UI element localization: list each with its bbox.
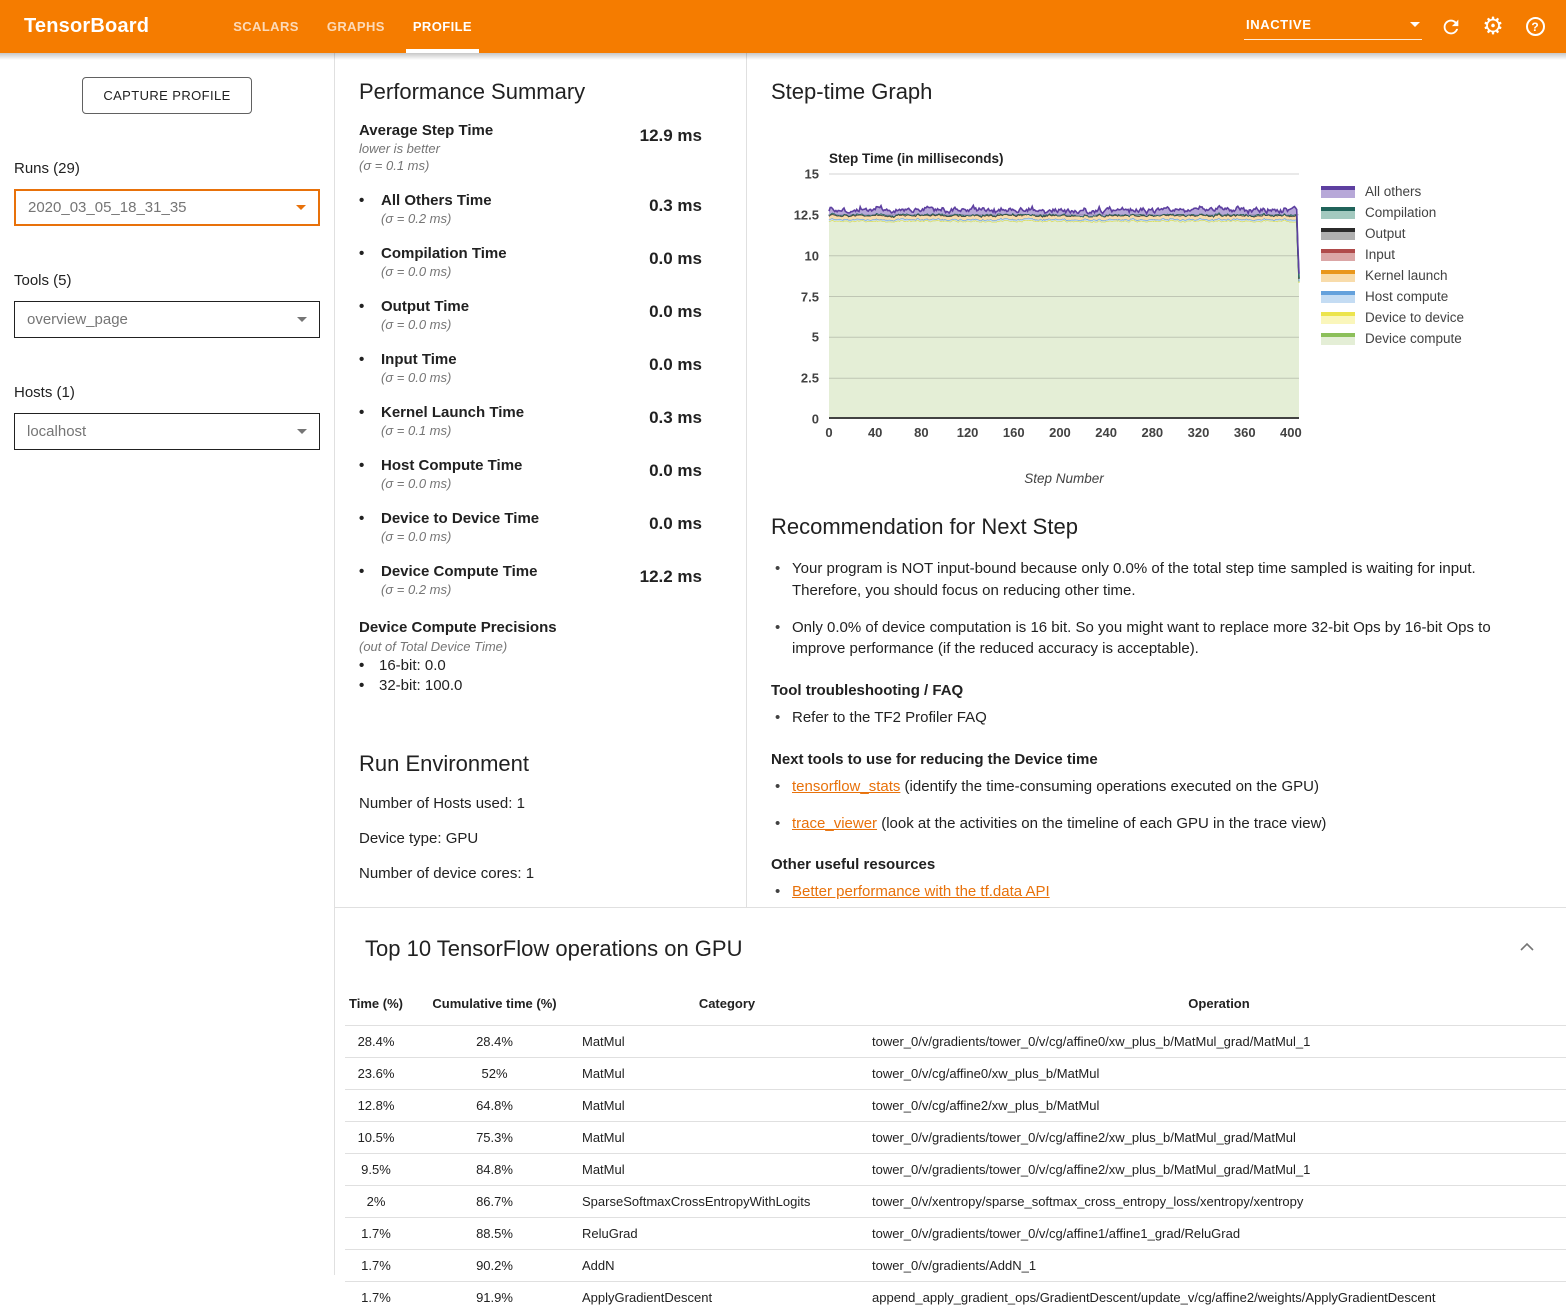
legend-item [1321, 328, 1464, 349]
bullet: • [359, 509, 369, 528]
metric-sigma: (σ = 0.1 ms) [381, 422, 614, 439]
table-cell: MatMul [582, 1154, 872, 1186]
table-cell: MatMul [582, 1058, 872, 1090]
metric-row [359, 350, 746, 386]
next-tool-item: • trace_viewer (look at the activities on the timeline of each GPU in the trace view) [771, 813, 1540, 835]
legend-label: Compilation [1365, 205, 1436, 220]
precisions-note: (out of Total Device Time) [359, 638, 746, 656]
table-cell: 88.5% [407, 1218, 582, 1250]
metric-value: 0.3 ms [614, 403, 746, 439]
run-environment-line: Device type: GPU [359, 830, 746, 847]
faq-list [771, 707, 1540, 729]
resource-link[interactable]: Better performance with the tf.data API [792, 883, 1050, 900]
main-layout [0, 53, 1566, 1275]
table-cell: 9.5% [345, 1154, 407, 1186]
collapse-chevron-icon[interactable] [1520, 938, 1534, 956]
metric-sigma: (σ = 0.0 ms) [381, 316, 614, 333]
x-tick-label: 80 [914, 425, 928, 440]
table-cell: ReluGrad [582, 1218, 872, 1250]
table-cell: 28.4% [345, 1026, 407, 1058]
table-cell: tower_0/v/gradients/AddN_1 [872, 1250, 1566, 1282]
legend-label: Host compute [1365, 289, 1448, 304]
legend-swatch [1321, 312, 1355, 324]
precision-item: • 16-bit: 0.0 [359, 656, 746, 676]
precision-item: • 32-bit: 100.0 [359, 676, 746, 696]
metric-row [359, 456, 746, 492]
tensorboard-logo: TensorBoard [24, 15, 149, 38]
table-cell: 1.7% [345, 1218, 407, 1250]
metric-row [359, 297, 746, 333]
metric-sigma: (σ = 0.2 ms) [381, 581, 614, 598]
select-value: localhost [27, 423, 86, 440]
table-cell: 2% [345, 1186, 407, 1218]
legend-item [1321, 244, 1464, 265]
x-axis-labels [829, 425, 1299, 445]
metric-sigma: (σ = 0.1 ms) [359, 157, 614, 174]
legend-swatch [1321, 333, 1355, 345]
table-cell: 52% [407, 1058, 582, 1090]
control-group [14, 160, 320, 226]
control-group [14, 384, 320, 450]
table-column-header: Operation [872, 988, 1566, 1026]
run-environment-title: Run Environment [359, 751, 746, 777]
legend-item [1321, 202, 1464, 223]
table-cell: tower_0/v/gradients/tower_0/v/cg/affine0/xw_plus_b/MatMul_grad/MatMul_1 [872, 1026, 1566, 1058]
top-ops-section [335, 908, 1566, 1313]
table-row[interactable] [345, 1154, 1566, 1186]
table-cell: tower_0/v/xentropy/sparse_softmax_cross_entropy_loss/xentropy/xentropy [872, 1186, 1566, 1218]
metric-row [359, 403, 746, 439]
device-compute-precisions [359, 618, 746, 696]
metric-value: 12.9 ms [614, 121, 746, 174]
table-cell: 1.7% [345, 1250, 407, 1282]
performance-summary-title: Performance Summary [359, 79, 746, 105]
metric-sigma: (σ = 0.0 ms) [381, 369, 614, 386]
refresh-icon[interactable] [1438, 14, 1464, 40]
performance-summary-section [335, 53, 746, 719]
table-cell: tower_0/v/gradients/tower_0/v/cg/affine2/xw_plus_b/MatMul_grad/MatMul_1 [872, 1154, 1566, 1186]
chevron-down-icon [297, 429, 307, 434]
metric-sigma: (σ = 0.0 ms) [381, 528, 614, 545]
chart-legend [1321, 151, 1464, 486]
nav-tabs [219, 0, 486, 53]
metric-value: 12.2 ms [614, 562, 746, 598]
x-axis-title: Step Number [829, 471, 1299, 486]
legend-swatch [1321, 270, 1355, 282]
metric-value: 0.0 ms [614, 456, 746, 492]
metric-value: 0.0 ms [614, 244, 746, 280]
resource-item [771, 881, 1540, 903]
chevron-down-icon [297, 317, 307, 322]
table-cell: tower_0/v/cg/affine2/xw_plus_b/MatMul [872, 1090, 1566, 1122]
metric-name: • Device Compute Time [359, 562, 614, 581]
resources-subhead: Other useful resources [771, 856, 1540, 873]
nav-tab-graphs[interactable]: GRAPHS [313, 0, 399, 53]
legend-swatch [1321, 249, 1355, 261]
select-hosts[interactable] [14, 413, 320, 450]
x-tick-label: 320 [1188, 425, 1210, 440]
table-row[interactable] [345, 1026, 1566, 1058]
legend-swatch [1321, 228, 1355, 240]
bullet: • [359, 403, 369, 422]
y-tick-label: 2.5 [801, 371, 819, 386]
y-tick-label: 12.5 [794, 207, 819, 222]
sidebar [0, 53, 335, 1275]
bullet: • [359, 191, 369, 210]
legend-item [1321, 265, 1464, 286]
table-row[interactable] [345, 1090, 1566, 1122]
run-environment-section [335, 719, 746, 882]
table-cell: 86.7% [407, 1186, 582, 1218]
table-cell: tower_0/v/gradients/tower_0/v/cg/affine1/affine1_grad/ReluGrad [872, 1218, 1566, 1250]
navbar-right [1244, 0, 1566, 53]
content [335, 53, 1566, 1275]
precisions-title: Device Compute Precisions [359, 618, 746, 638]
table-cell: 12.8% [345, 1090, 407, 1122]
legend-item [1321, 307, 1464, 328]
metric-value: 0.0 ms [614, 509, 746, 545]
x-tick-label: 40 [868, 425, 882, 440]
table-row[interactable] [345, 1122, 1566, 1154]
x-tick-label: 240 [1095, 425, 1117, 440]
metric-row [359, 191, 746, 227]
step-time-graph-title: Step-time Graph [771, 79, 1566, 105]
table-column-header: Time (%) [345, 988, 407, 1026]
table-cell: MatMul [582, 1090, 872, 1122]
left-column [335, 53, 747, 907]
table-cell: MatMul [582, 1122, 872, 1154]
table-cell: 75.3% [407, 1122, 582, 1154]
metric-value: 0.3 ms [614, 191, 746, 227]
legend-label: Device to device [1365, 310, 1464, 325]
table-row[interactable] [345, 1218, 1566, 1250]
metric-row [359, 509, 746, 545]
control-label: Hosts (1) [14, 384, 320, 401]
table-cell: tower_0/v/gradients/tower_0/v/cg/affine2/xw_plus_b/MatMul_grad/MatMul [872, 1122, 1566, 1154]
run-environment-line: Number of device cores: 1 [359, 865, 746, 882]
nav-tab-scalars[interactable]: SCALARS [219, 0, 313, 53]
bullet: • [359, 456, 369, 475]
nav-tab-profile[interactable]: PROFILE [399, 0, 486, 53]
step-time-graph-section [747, 53, 1566, 486]
top-row [335, 53, 1566, 908]
chevron-down-icon [296, 205, 306, 210]
faq-item: • Refer to the TF2 Profiler FAQ [771, 707, 1540, 729]
control-label: Tools (5) [14, 272, 320, 289]
metric-sigma: (σ = 0.2 ms) [381, 210, 614, 227]
control-group [14, 272, 320, 338]
y-tick-label: 15 [805, 167, 819, 182]
metric-value: 0.0 ms [614, 350, 746, 386]
table-cell: 84.8% [407, 1154, 582, 1186]
metric-name: Average Step Time [359, 121, 614, 140]
precision-list [359, 656, 746, 696]
table-cell: 23.6% [345, 1058, 407, 1090]
y-tick-label: 0 [812, 412, 819, 427]
recommendation-section [747, 486, 1566, 918]
table-header-row [345, 988, 1566, 1026]
metric-name: • Device to Device Time [359, 509, 614, 528]
status-dropdown[interactable] [1244, 13, 1422, 40]
y-tick-label: 5 [812, 330, 819, 345]
table-cell: 1.7% [345, 1282, 407, 1313]
table-cell: 10.5% [345, 1122, 407, 1154]
metric-note: lower is better [359, 140, 614, 157]
metric-name: • Input Time [359, 350, 614, 369]
top-ops-title: Top 10 TensorFlow operations on GPU [365, 936, 1566, 962]
metric-value: 0.0 ms [614, 297, 746, 333]
table-cell: 28.4% [407, 1026, 582, 1058]
table-cell: 90.2% [407, 1250, 582, 1282]
table-row[interactable] [345, 1250, 1566, 1282]
help-icon[interactable]: ? [1522, 14, 1548, 40]
metric-name: • Kernel Launch Time [359, 403, 614, 422]
table-row[interactable] [345, 1282, 1566, 1313]
capture-profile-button[interactable]: CAPTURE PROFILE [82, 77, 251, 114]
legend-label: Output [1365, 226, 1406, 241]
table-row[interactable] [345, 1186, 1566, 1218]
bullet: • [359, 350, 369, 369]
table-cell: 91.9% [407, 1282, 582, 1313]
chart-plot-area[interactable] [829, 174, 1299, 419]
bullet: • [359, 676, 369, 696]
metric-name: • Host Compute Time [359, 456, 614, 475]
select-value: 2020_03_05_18_31_35 [28, 199, 187, 216]
select-tools[interactable] [14, 301, 320, 338]
chevron-down-icon [1410, 22, 1420, 27]
legend-item [1321, 286, 1464, 307]
bullet: • [359, 562, 369, 581]
legend-label: Device compute [1365, 331, 1462, 346]
table-cell: AddN [582, 1250, 872, 1282]
bullet: • [359, 656, 369, 676]
tool-link[interactable]: trace_viewer [792, 815, 877, 832]
legend-item [1321, 223, 1464, 244]
y-axis-labels [781, 174, 829, 419]
metric-row [359, 562, 746, 598]
table-cell: 64.8% [407, 1090, 582, 1122]
table-cell: SparseSoftmaxCrossEntropyWithLogits [582, 1186, 872, 1218]
right-column [747, 53, 1566, 907]
chart-title: Step Time (in milliseconds) [829, 151, 1299, 166]
x-tick-label: 400 [1280, 425, 1302, 440]
x-tick-label: 200 [1049, 425, 1071, 440]
recommendation-title: Recommendation for Next Step [771, 514, 1540, 540]
metric-name: • Output Time [359, 297, 614, 316]
table-cell: tower_0/v/cg/affine0/xw_plus_b/MatMul [872, 1058, 1566, 1090]
legend-label: Input [1365, 247, 1395, 262]
metric-sigma: (σ = 0.0 ms) [381, 475, 614, 492]
table-column-header: Category [582, 988, 872, 1026]
select-value: overview_page [27, 311, 128, 328]
bullet: • [359, 244, 369, 263]
tool-link[interactable]: tensorflow_stats [792, 778, 900, 795]
average-step-time [359, 121, 746, 174]
x-tick-label: 160 [1003, 425, 1025, 440]
x-tick-label: 120 [957, 425, 979, 440]
metric-sigma: (σ = 0.0 ms) [381, 263, 614, 280]
control-label: Runs (29) [14, 160, 320, 177]
legend-item [1321, 181, 1464, 202]
step-time-chart [781, 151, 1566, 486]
table-cell: MatMul [582, 1026, 872, 1058]
resources-list [771, 881, 1540, 903]
legend-swatch [1321, 291, 1355, 303]
metric-name: • Compilation Time [359, 244, 614, 263]
table-column-header: Cumulative time (%) [407, 988, 582, 1026]
legend-swatch [1321, 186, 1355, 198]
sidebar-controls [0, 160, 334, 450]
y-tick-label: 10 [805, 248, 819, 263]
top-navbar [0, 0, 1566, 53]
table-cell: append_apply_gradient_ops/GradientDescent/update_v/cg/affine2/weights/ApplyGradientDescent [872, 1282, 1566, 1313]
metric-row [359, 244, 746, 280]
x-tick-label: 280 [1141, 425, 1163, 440]
metric-name: • All Others Time [359, 191, 614, 210]
legend-label: All others [1365, 184, 1421, 199]
recommendation-bullets [771, 558, 1540, 660]
x-tick-label: 360 [1234, 425, 1256, 440]
next-tools-subhead: Next tools to use for reducing the Device time [771, 751, 1540, 768]
recommendation-bullet: • Only 0.0% of device computation is 16 bit. So you might want to replace more 32-bit Ops by 16-bit Ops to improve performance (if the reduced accuracy is acceptable). [771, 617, 1540, 661]
run-environment-line: Number of Hosts used: 1 [359, 795, 746, 812]
bullet: • [359, 297, 369, 316]
top-ops-table [345, 988, 1566, 1313]
next-tool-item: • tensorflow_stats (identify the time-consuming operations executed on the GPU) [771, 776, 1540, 798]
gear-icon[interactable]: ⚙ [1480, 14, 1506, 40]
x-tick-label: 0 [825, 425, 832, 440]
next-tools-list [771, 776, 1540, 835]
legend-label: Kernel launch [1365, 268, 1448, 283]
legend-swatch [1321, 207, 1355, 219]
faq-subhead: Tool troubleshooting / FAQ [771, 682, 1540, 699]
table-row[interactable] [345, 1058, 1566, 1090]
y-tick-label: 7.5 [801, 289, 819, 304]
table-cell: ApplyGradientDescent [582, 1282, 872, 1313]
metric-list [359, 191, 746, 598]
recommendation-bullet: • Your program is NOT input-bound because only 0.0% of the total step time sampled is waiting for input. Therefore, you should focus on reducing other time. [771, 558, 1540, 602]
status-dropdown-value: INACTIVE [1246, 17, 1311, 32]
select-runs[interactable] [14, 189, 320, 226]
